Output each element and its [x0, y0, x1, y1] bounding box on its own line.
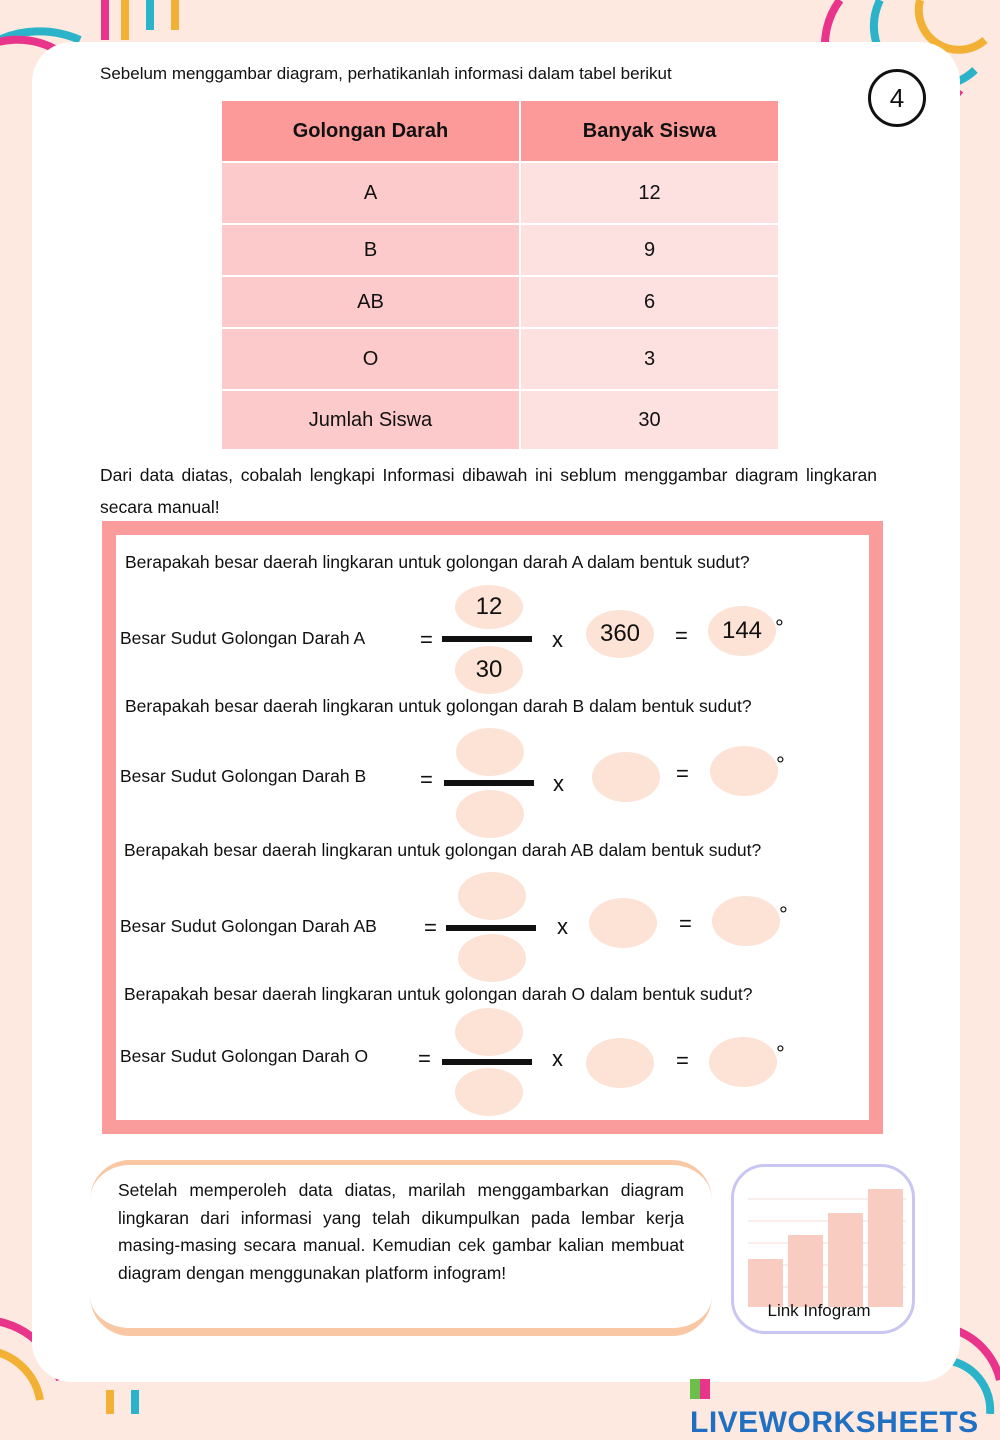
times-sign: x [557, 914, 568, 939]
table-header-row [221, 100, 779, 162]
denominator-ab-input[interactable] [458, 934, 526, 982]
result-o-input[interactable] [709, 1037, 777, 1087]
fraction-bar [446, 925, 536, 931]
multiplier-ab-input[interactable] [589, 898, 657, 948]
denominator-b-input[interactable] [456, 790, 524, 838]
outro-text: Setelah memperoleh data diatas, marilah menggambarkan diagram lingkaran dari informasi yang telah dikumpulkan pada lembar kerja masing-masing secara manual. Kemudian cek gambar kalian membuat diagram dengan menggunakan platform infogram! [118, 1180, 684, 1283]
denominator-a-input[interactable] [455, 646, 523, 694]
numerator-ab-input[interactable] [458, 872, 526, 920]
brand-text: LIVEWORKSHEETS [690, 1406, 979, 1439]
multiplier-o-input[interactable] [586, 1038, 654, 1088]
numerator-b-input[interactable] [456, 728, 524, 776]
equals-sign: = [424, 915, 437, 940]
question-o: Berapakah besar daerah lingkaran untuk golongan darah O dalam bentuk sudut? [124, 984, 753, 1004]
cell-blood-type: O [221, 328, 520, 390]
times-sign: x [552, 627, 563, 652]
fraction-bar [444, 780, 534, 786]
cell-count: 6 [520, 276, 779, 328]
numerator-a-input[interactable] [455, 585, 523, 629]
equals-sign: = [679, 911, 692, 936]
blood-type-table [220, 99, 780, 451]
result-a-input[interactable] [708, 606, 776, 656]
degree-sign: ° [775, 615, 784, 640]
question-b: Berapakah besar daerah lingkaran untuk golongan darah B dalam bentuk sudut? [125, 696, 752, 716]
degree-sign: ° [776, 752, 785, 777]
numerator-o-input[interactable] [455, 1008, 523, 1056]
cell-count: 3 [520, 328, 779, 390]
equals-sign: = [675, 623, 688, 648]
table-row [221, 224, 779, 276]
instruction-top: Sebelum menggambar diagram, perhatikanlah informasi dalam tabel berikut [100, 64, 672, 83]
cell-blood-type: AB [221, 276, 520, 328]
fraction-bar [442, 1059, 532, 1065]
instruction-mid: Dari data diatas, cobalah lengkapi Informasi dibawah ini seblum menggambar diagram lingkaran secara manual! [100, 465, 877, 517]
cell-count: 9 [520, 224, 779, 276]
header-blood-type: Golongan Darah [221, 100, 520, 162]
cell-count: 12 [520, 162, 779, 224]
cell-total-label: Jumlah Siswa [221, 390, 520, 450]
label-o: Besar Sudut Golongan Darah O [120, 1046, 369, 1066]
multiplier-b-input[interactable] [592, 752, 660, 802]
equals-sign: = [676, 1048, 689, 1073]
equals-sign: = [420, 627, 433, 652]
cell-blood-type: B [221, 224, 520, 276]
liveworksheets-logo [690, 1372, 1000, 1440]
degree-sign: ° [779, 902, 788, 927]
header-student-count: Banyak Siswa [520, 100, 779, 162]
page-number: 4 [868, 69, 926, 127]
table-row [221, 328, 779, 390]
table-row [221, 162, 779, 224]
table-row [221, 276, 779, 328]
denominator-o-input[interactable] [455, 1068, 523, 1116]
question-a: Berapakah besar daerah lingkaran untuk golongan darah A dalam bentuk sudut? [125, 552, 750, 572]
label-ab: Besar Sudut Golongan Darah AB [120, 916, 377, 936]
table-total-row [221, 390, 779, 450]
result-b-input[interactable] [710, 746, 778, 796]
equals-sign: = [420, 767, 433, 792]
times-sign: x [552, 1046, 563, 1071]
times-sign: x [553, 771, 564, 796]
link-infogram-label: Link Infogram [767, 1301, 871, 1320]
logo-grid-icon [690, 1379, 710, 1399]
label-b: Besar Sudut Golongan Darah B [120, 766, 367, 786]
equals-sign: = [418, 1046, 431, 1071]
degree-sign: ° [776, 1041, 785, 1066]
question-ab: Berapakah besar daerah lingkaran untuk golongan darah AB dalam bentuk sudut? [124, 840, 762, 860]
label-a: Besar Sudut Golongan Darah A [120, 628, 366, 648]
multiplier-a-input[interactable] [586, 610, 654, 658]
fraction-bar [442, 636, 532, 642]
cell-total-value: 30 [520, 390, 779, 450]
result-ab-input[interactable] [712, 896, 780, 946]
equals-sign: = [676, 761, 689, 786]
cell-blood-type: A [221, 162, 520, 224]
